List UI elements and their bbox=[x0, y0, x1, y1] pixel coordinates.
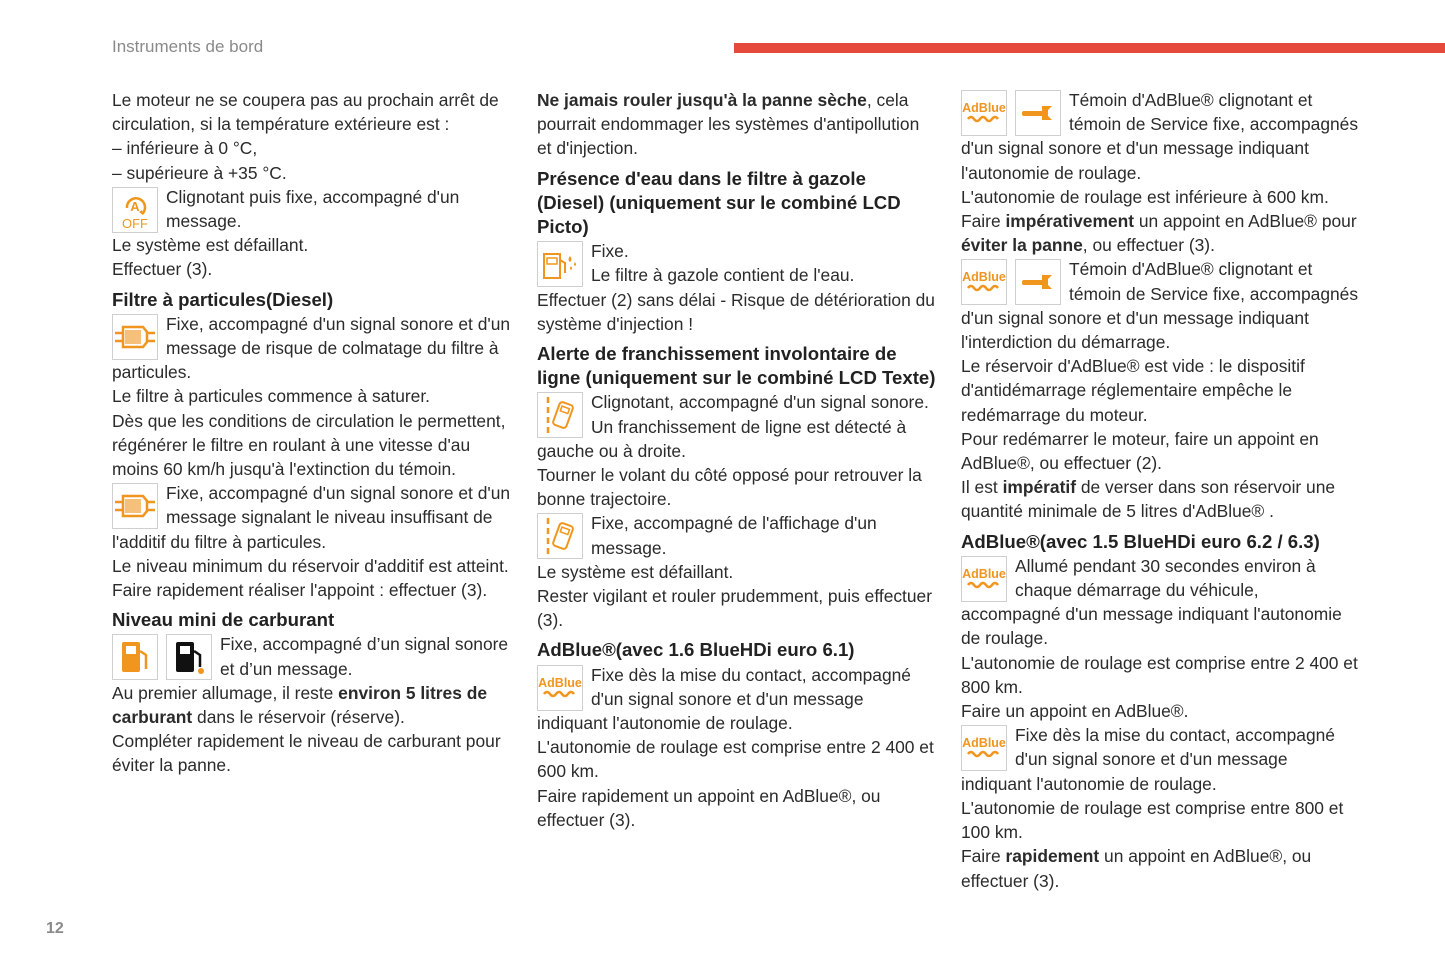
text: Dès que les conditions de circulation le permettent, régénérer le filtre en roulant à une vitesse d'au moins 60 km/h jusqu'à l'extinction du témoin. bbox=[112, 410, 506, 480]
paragraph bbox=[112, 88, 517, 136]
emphasis-text: rapidement bbox=[1005, 846, 1100, 867]
section-heading bbox=[537, 638, 937, 662]
text: – inférieure à 0 °C, bbox=[112, 138, 258, 159]
indicator-icons bbox=[112, 187, 158, 233]
dpf-warning-icon bbox=[112, 483, 158, 529]
text: L'autonomie de roulage est comprise entre 2 400 et 600 km. bbox=[537, 737, 934, 782]
header-accent-bar bbox=[734, 43, 1445, 53]
indicator-icons bbox=[961, 90, 1061, 136]
adblue-warning-icon bbox=[961, 725, 1007, 771]
paragraph bbox=[537, 784, 937, 832]
section-heading bbox=[537, 167, 937, 240]
svg-text:AdBlue: AdBlue bbox=[962, 101, 1006, 115]
text: Rester vigilant et rouler prudemment, puis effectuer (3). bbox=[537, 586, 933, 631]
paragraph bbox=[112, 233, 517, 257]
paragraph bbox=[961, 475, 1361, 523]
paragraph bbox=[112, 681, 517, 729]
paragraph bbox=[537, 288, 937, 336]
indicator-description bbox=[537, 663, 937, 736]
section-title: Instruments de bord bbox=[112, 37, 264, 56]
emphasis-text: Ne jamais rouler jusqu'à la panne sèche bbox=[537, 90, 867, 110]
section-heading bbox=[112, 608, 517, 632]
text: Présence d'eau dans le filtre à gazole (Diesel) (uniquement sur le combiné LCD Picto) bbox=[537, 167, 901, 238]
text: Fixe, accompagné d'un signal sonore et d'un message signalant le niveau insuffisant de l'additif du filtre à particules. bbox=[112, 483, 511, 552]
indicator-icons bbox=[961, 259, 1061, 305]
text: Au premier allumage, il reste bbox=[112, 682, 339, 703]
text: – supérieure à +35 °C. bbox=[112, 162, 287, 183]
svg-text:AdBlue: AdBlue bbox=[962, 566, 1006, 581]
text: Effectuer (2) sans délai - Risque de détérioration du système d'injection ! bbox=[537, 289, 935, 334]
text: Le moteur ne se coupera pas au prochain arrêt de circulation, si la température extérieure est : bbox=[112, 90, 499, 135]
indicator-description bbox=[537, 390, 937, 414]
text: dans le réservoir (réserve). bbox=[192, 707, 405, 728]
emphasis-text: éviter la panne bbox=[961, 235, 1083, 256]
text: Fixe, accompagné de l'affichage d'un message. bbox=[591, 513, 877, 558]
paragraph bbox=[537, 584, 937, 632]
wrench-warning-icon bbox=[1015, 90, 1061, 136]
text: Le système est défaillant. bbox=[537, 561, 734, 582]
text: Effectuer (3). bbox=[112, 259, 213, 280]
text: Témoin d'AdBlue® clignotant et témoin de Service fixe, accompagnés d'un signal sonore et d'un message indiquant l'interdiction du démarrage. bbox=[961, 259, 1359, 353]
text: L'autonomie de roulage est inférieure à 600 km. bbox=[961, 186, 1329, 207]
indicator-description bbox=[961, 88, 1361, 185]
text: L'autonomie de roulage est comprise entre 2 400 et 800 km. bbox=[961, 652, 1358, 697]
lane-warning-icon bbox=[537, 513, 583, 559]
paragraph bbox=[961, 209, 1361, 257]
text: , cela pourrait endommager les systèmes d'antipollution et d'injection. bbox=[537, 90, 920, 159]
text: Tourner le volant du côté opposé pour retrouver la bonne trajectoire. bbox=[537, 465, 922, 510]
text: Clignotant, accompagné d'un signal sonore. bbox=[591, 392, 929, 413]
indicator-description bbox=[961, 257, 1361, 354]
indicator-icons bbox=[112, 634, 212, 680]
text: Clignotant puis fixe, accompagné d'un message. bbox=[166, 186, 460, 232]
text: Fixe, accompagné d’un signal sonore et d’un message. bbox=[220, 634, 509, 679]
paragraph bbox=[112, 161, 517, 185]
indicator-icons bbox=[537, 392, 583, 438]
text: Fixe, accompagné d'un signal sonore et d'un message de risque de colmatage du filtre à particules. bbox=[112, 313, 511, 383]
text: AdBlue®(avec 1.6 BlueHDi euro 6.1) bbox=[537, 639, 855, 661]
svg-text:AdBlue: AdBlue bbox=[962, 270, 1006, 285]
indicator-icons bbox=[961, 556, 1007, 602]
text: Fixe. bbox=[591, 241, 629, 262]
text: Fixe dès la mise du contact, accompagné d'un signal sonore et d'un message indiquant l'autonomie de roulage. bbox=[537, 664, 911, 734]
text: Fixe dès la mise du contact, accompagné d'un signal sonore et d'un message indiquant l'autonomie de roulage. bbox=[961, 725, 1335, 794]
indicator-description bbox=[961, 554, 1361, 651]
text: de verser dans son réservoir une quantité minimale de 5 litres d'AdBlue® . bbox=[961, 477, 1336, 522]
text: Il est bbox=[961, 477, 1003, 498]
column-2 bbox=[537, 88, 937, 832]
indicator-icons bbox=[112, 483, 158, 529]
section-heading bbox=[537, 342, 937, 390]
paragraph bbox=[537, 415, 937, 463]
svg-text:OFF: OFF bbox=[122, 215, 148, 230]
paragraph bbox=[112, 136, 517, 160]
paragraph bbox=[537, 463, 937, 511]
emphasis-text: impérativement bbox=[1005, 211, 1134, 232]
svg-text:AdBlue: AdBlue bbox=[962, 736, 1006, 751]
text: un appoint en AdBlue® pour bbox=[1134, 211, 1357, 232]
text: Le filtre à gazole contient de l'eau. bbox=[591, 265, 855, 286]
text: Le système est défaillant. bbox=[112, 235, 309, 256]
fuel-dark-warning-icon bbox=[166, 634, 212, 680]
text: Alerte de franchissement involontaire de ligne (uniquement sur le combiné LCD Texte) bbox=[537, 343, 936, 389]
text: , ou effectuer (3). bbox=[1082, 235, 1215, 256]
indicator-description bbox=[112, 185, 517, 233]
paragraph bbox=[112, 409, 517, 482]
indicator-description bbox=[537, 239, 937, 287]
paragraph bbox=[961, 699, 1361, 723]
paragraph bbox=[537, 735, 937, 783]
paragraph bbox=[961, 844, 1361, 892]
emphasis-text: environ 5 litres de carburant bbox=[112, 682, 488, 728]
text: Niveau mini de carburant bbox=[112, 609, 335, 631]
text: Témoin d'AdBlue® clignotant et témoin de Service fixe, accompagnés d'un signal sonore et d'un message indiquant l'autonomie de roulage. bbox=[961, 90, 1359, 183]
paragraph bbox=[961, 796, 1361, 844]
paragraph bbox=[961, 354, 1361, 427]
paragraph bbox=[961, 651, 1361, 699]
text: Le niveau minimum du réservoir d'additif est atteint. bbox=[112, 555, 509, 576]
paragraph bbox=[961, 185, 1361, 209]
indicator-description bbox=[112, 312, 517, 385]
text: L'autonomie de roulage est comprise entre 800 et 100 km. bbox=[961, 797, 1344, 843]
text: Faire bbox=[961, 846, 1006, 867]
adblue-warning-icon bbox=[961, 556, 1007, 602]
paragraph bbox=[112, 384, 517, 408]
indicator-icons bbox=[112, 314, 158, 360]
text: un appoint en AdBlue®, ou effectuer (3). bbox=[961, 846, 1312, 891]
wrench-warning-icon bbox=[1015, 259, 1061, 305]
paragraph bbox=[112, 578, 517, 602]
text: Pour redémarrer le moteur, faire un appoint en AdBlue®, ou effectuer (2). bbox=[961, 428, 1319, 474]
text: Le réservoir d'AdBlue® est vide : le dispositif d'antidémarrage réglementaire empêche le redémarrage du moteur. bbox=[961, 356, 1305, 425]
dpf-warning-icon bbox=[112, 314, 158, 360]
indicator-description bbox=[537, 511, 937, 559]
indicator-description bbox=[961, 723, 1361, 796]
indicator-description bbox=[112, 481, 517, 554]
section-heading bbox=[112, 288, 517, 312]
text: Faire un appoint en AdBlue®. bbox=[961, 701, 1189, 722]
text: AdBlue®(avec 1.5 BlueHDi euro 6.2 / 6.3) bbox=[961, 530, 1320, 552]
paragraph bbox=[112, 729, 517, 777]
text: Faire bbox=[961, 211, 1006, 232]
indicator-icons bbox=[537, 241, 583, 287]
indicator-description bbox=[112, 632, 517, 680]
paragraph bbox=[537, 88, 937, 161]
water-warning-icon bbox=[537, 241, 583, 287]
text: Le filtre à particules commence à saturer. bbox=[112, 386, 431, 407]
indicator-icons bbox=[537, 513, 583, 559]
text: Faire rapidement réaliser l'appoint : effectuer (3). bbox=[112, 580, 488, 601]
adblue-warning-icon bbox=[961, 90, 1007, 136]
svg-text:A: A bbox=[130, 198, 140, 214]
text: Faire rapidement un appoint en AdBlue®, ou effectuer (3). bbox=[537, 785, 881, 830]
indicator-icons bbox=[537, 665, 583, 711]
column-3 bbox=[961, 88, 1361, 893]
fuel-warning-icon bbox=[112, 634, 158, 680]
paragraph bbox=[112, 554, 517, 578]
page-number: 12 bbox=[46, 920, 64, 937]
adblue-warning-icon bbox=[961, 259, 1007, 305]
emphasis-text: impératif bbox=[1002, 477, 1077, 498]
column-1 bbox=[112, 88, 517, 778]
aoff-warning-icon bbox=[112, 187, 158, 233]
lane-warning-icon bbox=[537, 392, 583, 438]
paragraph bbox=[961, 427, 1361, 475]
section-heading bbox=[961, 530, 1361, 554]
paragraph bbox=[537, 560, 937, 584]
paragraph bbox=[112, 257, 517, 281]
adblue-warning-icon bbox=[537, 665, 583, 711]
svg-text:AdBlue: AdBlue bbox=[538, 675, 582, 690]
text: Compléter rapidement le niveau de carburant pour éviter la panne. bbox=[112, 731, 501, 776]
text: Allumé pendant 30 secondes environ à chaque démarrage du véhicule, accompagné d'un message indiquant l'autonomie de roulage. bbox=[961, 555, 1342, 649]
text: Un franchissement de ligne est détecté à gauche ou à droite. bbox=[537, 416, 907, 461]
text: Filtre à particules(Diesel) bbox=[112, 288, 334, 310]
indicator-icons bbox=[961, 725, 1007, 771]
